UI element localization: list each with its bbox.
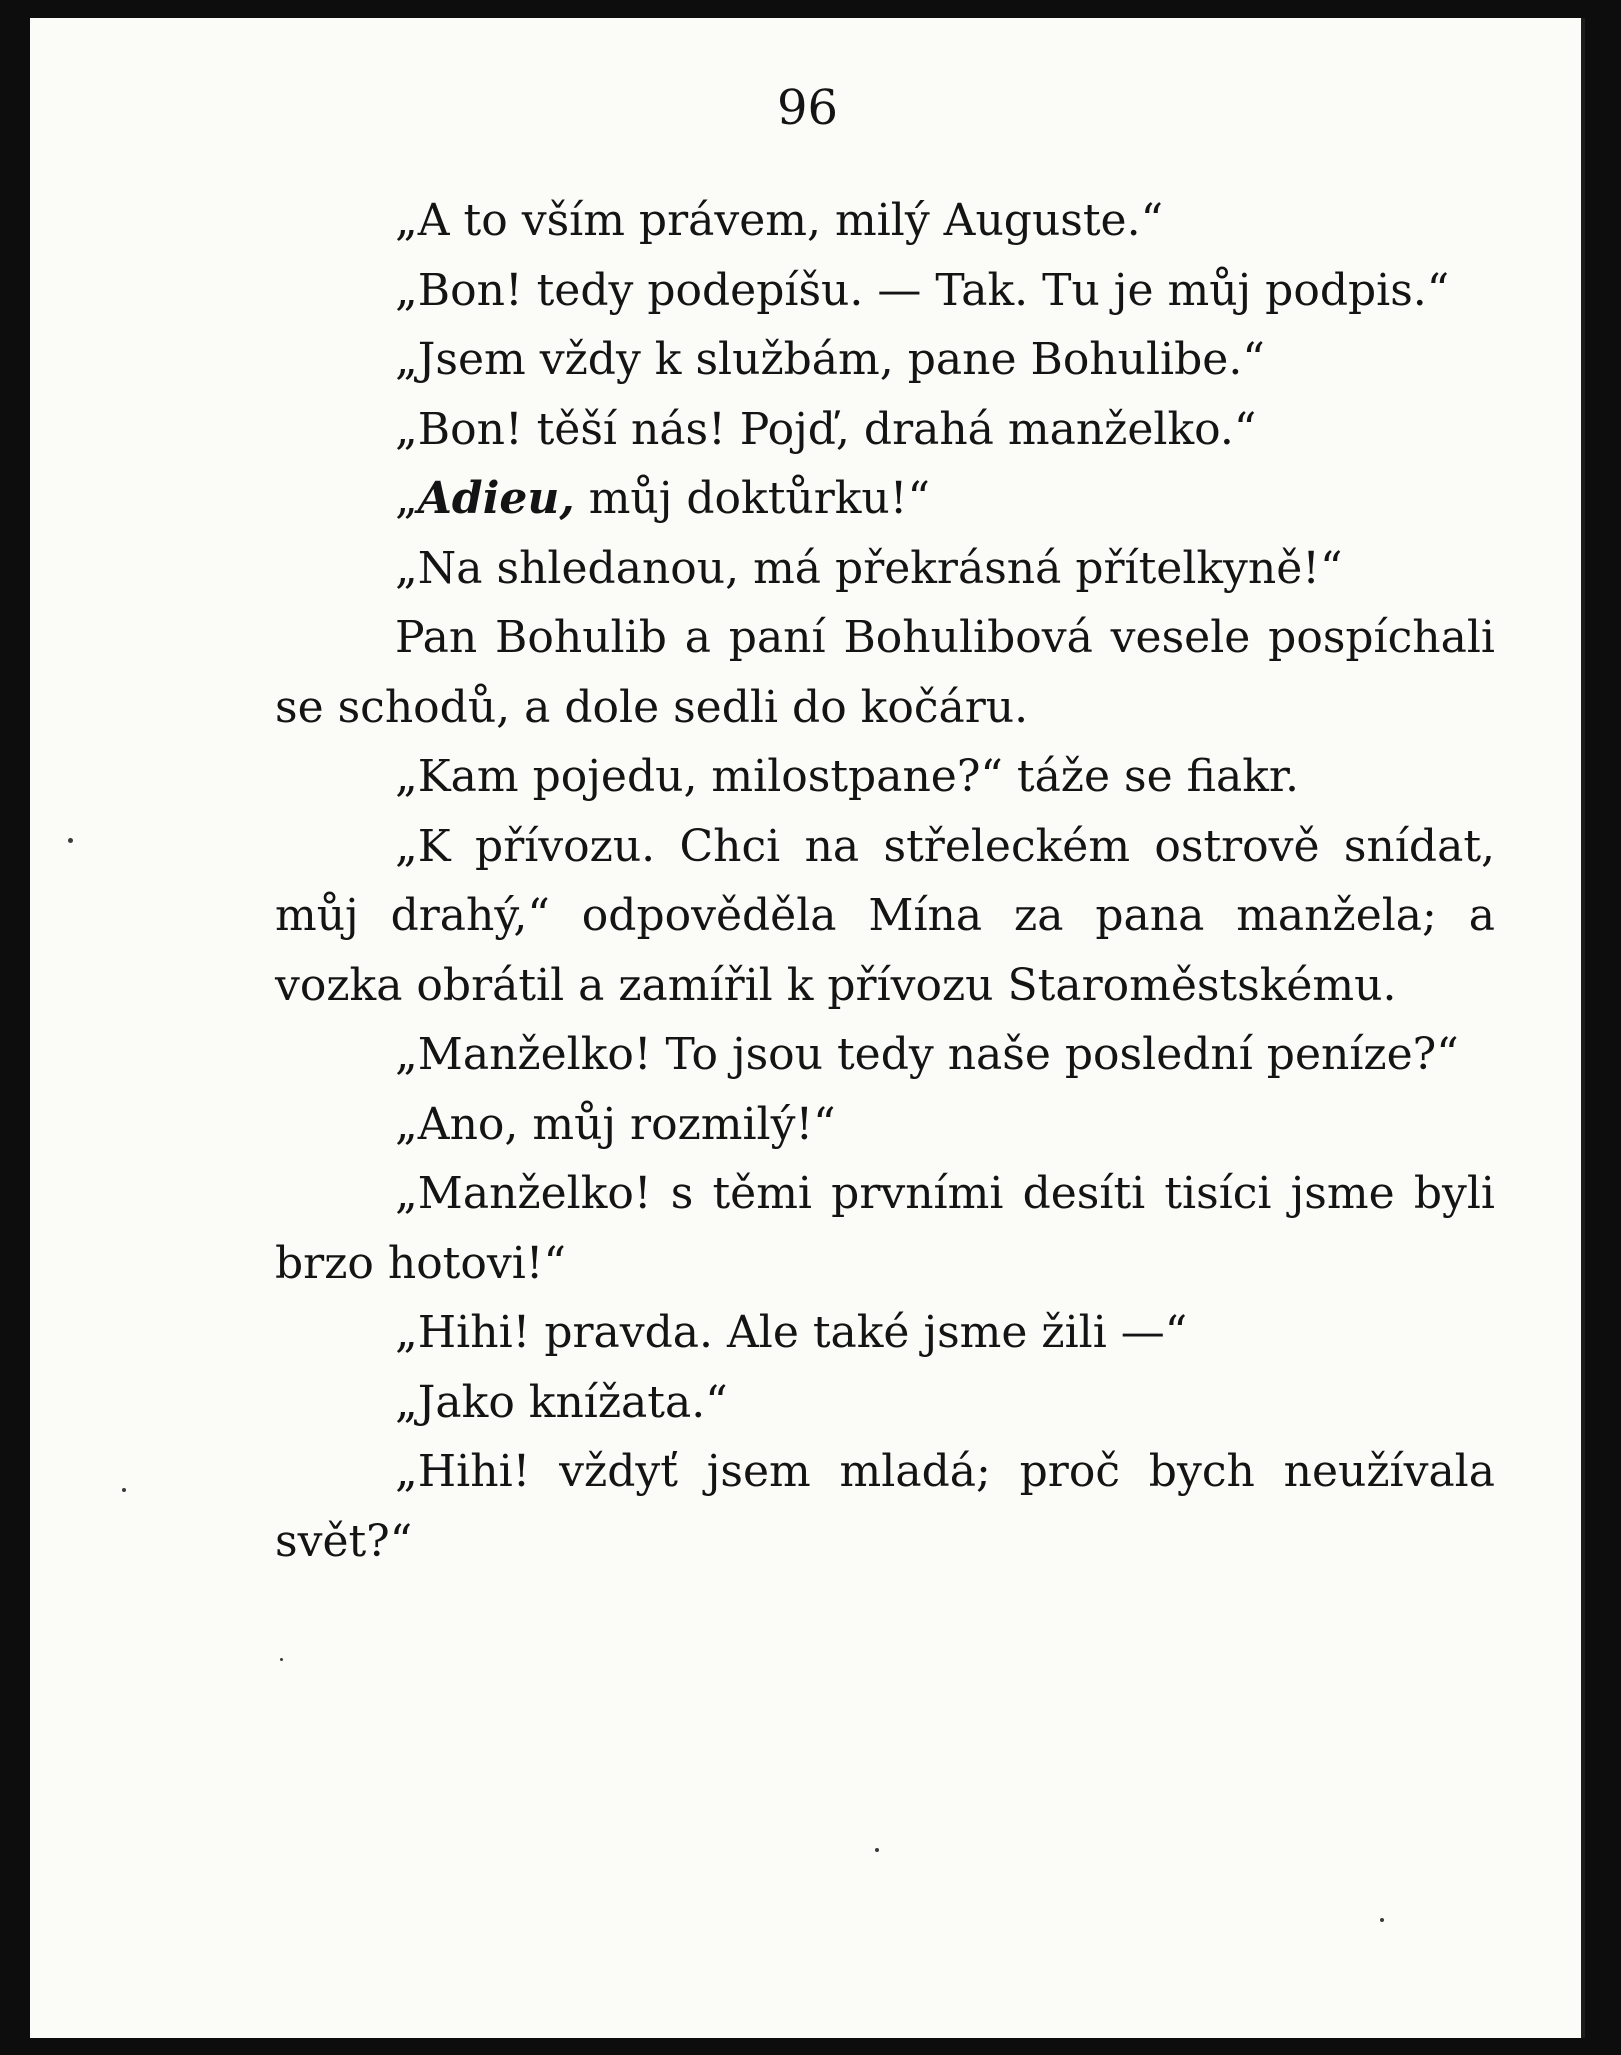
italic-phrase: Adieu,	[417, 473, 575, 524]
paragraph: „Manželko! s těmi prvními desíti tisíci jsme byli brzo hotovi!“	[275, 1168, 1495, 1289]
paragraph: „A to vším právem, milý Auguste.“	[395, 195, 1164, 246]
book-page	[30, 18, 1585, 2038]
paragraph: „Bon! těší nás! Pojď, drahá manželko.“	[395, 403, 1257, 455]
scan-speck	[68, 838, 73, 843]
scan-speck	[122, 1488, 126, 1492]
paragraph: „Bon! tedy podepíšu. — Tak. Tu je můj podpis.“	[395, 264, 1450, 316]
scan-speck	[280, 1658, 283, 1661]
page-edge	[1581, 18, 1585, 2038]
paragraph: „Manželko! To jsou tedy naše poslední peníze?“	[395, 1029, 1459, 1080]
paragraph: „Jsem vždy k službám, pane Bohulibe.“	[395, 334, 1265, 385]
scan-speck	[1380, 1918, 1384, 1922]
page-number: 96	[776, 80, 839, 136]
paragraph: „Hihi! vždyť jsem mladá; proč bych neužívala svět?“	[275, 1446, 1495, 1567]
paragraph: „K přívozu. Chci na střeleckém ostrově snídat, můj drahý,“ odpověděla Mína za pana manžela; a vozka obrátil a zamířil k přívozu Staroměstskému.	[275, 820, 1495, 1011]
scan-speck	[875, 1848, 879, 1852]
body-text	[275, 186, 1495, 1576]
paragraph: „Kam pojedu, milostpane?“ táže se fiakr.	[395, 751, 1300, 802]
paragraph: Pan Bohulib a paní Bohulibová vesele pospíchali se schodů, a dole sedli do kočáru.	[275, 612, 1495, 733]
paragraph: „Ano, můj rozmilý!“	[395, 1098, 836, 1150]
paragraph: „Hihi! pravda. Ale také jsme žili —“	[395, 1307, 1188, 1358]
paragraph: „Na shledanou, má překrásná přítelkyně!“	[395, 542, 1343, 594]
paragraph: „Adieu, můj doktůrku!“	[395, 473, 930, 524]
paragraph: „Jako knížata.“	[395, 1376, 728, 1428]
